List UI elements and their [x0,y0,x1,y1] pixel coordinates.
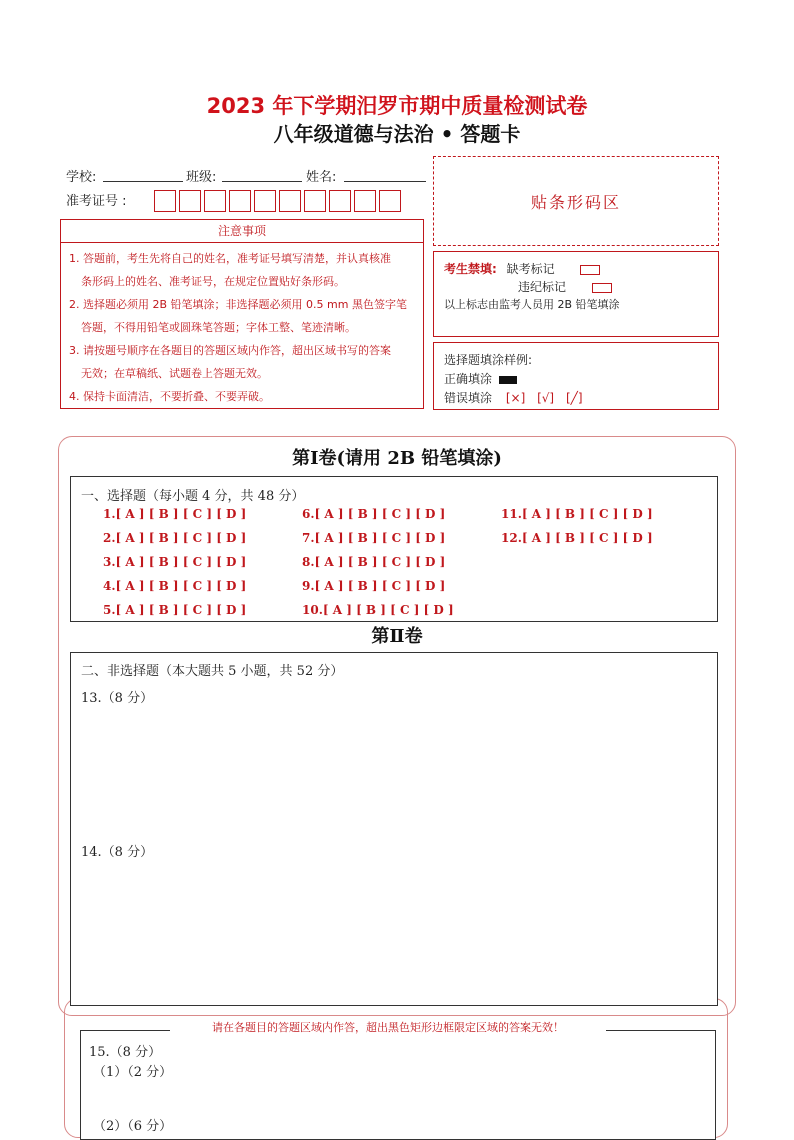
notice-line: 无效；在草稿纸、试题卷上答题无效。 [81,367,268,380]
open-answer-box[interactable] [70,652,718,1006]
question-13-label: 13.（8 分） [81,691,154,706]
choice-question-3[interactable]: 3.[ A ] [ B ] [ C ] [ D ] [103,555,247,569]
exam-id-digit-box[interactable] [179,190,201,212]
name-label: 姓名: [306,170,337,185]
notice-line: 4. 保持卡面清洁，不要折叠、不要弄破。 [69,390,270,403]
filled-mark-sample [499,376,517,384]
choice-question-5[interactable]: 5.[ A ] [ B ] [ C ] [ D ] [103,603,247,617]
class-field[interactable] [222,167,302,182]
school-field[interactable] [103,167,183,182]
violation-mark-box[interactable] [592,283,612,293]
notice-line: 1. 答题前，考生先将自己的姓名，准考证号填写清楚，并认真核准 [69,252,391,265]
exam-subtitle: 八年级道德与法治 • 答题卡 [273,122,521,146]
open-heading: 二、非选择题（本大题共 5 小题，共 52 分） [81,664,344,679]
question-14-label: 14.（8 分） [81,845,154,860]
wrong-mark-x: [×] [505,391,526,405]
notice-line: 条形码上的姓名、准考证号，在规定位置贴好条形码。 [81,275,345,288]
question-15-part-1: （1）（2 分） [93,1065,173,1080]
choice-question-10[interactable]: 10.[ A ] [ B ] [ C ] [ D ] [302,603,454,617]
exam-id-digit-box[interactable] [154,190,176,212]
notice-line: 答题，不得用铅笔或圆珠笔答题；字体工整、笔迹清晰。 [81,321,356,334]
school-label: 学校: [66,170,97,185]
exam-title: 2023 年下学期汨罗市期中质量检测试卷 [206,94,588,118]
choice-question-9[interactable]: 9.[ A ] [ B ] [ C ] [ D ] [302,579,446,593]
choice-column-2 [302,507,454,627]
wrong-mark-slash: [╱] [565,391,583,405]
part2-title: 第Ⅱ卷 [371,626,423,647]
choice-question-4[interactable]: 4.[ A ] [ B ] [ C ] [ D ] [103,579,247,593]
choice-question-8[interactable]: 8.[ A ] [ B ] [ C ] [ D ] [302,555,446,569]
exam-id-digit-box[interactable] [229,190,251,212]
choice-question-7[interactable]: 7.[ A ] [ B ] [ C ] [ D ] [302,531,446,545]
violation-label: 违纪标记 [518,280,567,294]
exam-id-digit-box[interactable] [204,190,226,212]
fill-sample-label: 选择题填涂样例: [444,353,533,367]
barcode-area [433,156,719,246]
choice-question-2[interactable]: 2.[ A ] [ B ] [ C ] [ D ] [103,531,247,545]
choice-question-12[interactable]: 12.[ A ] [ B ] [ C ] [ D ] [501,531,653,545]
choice-question-6[interactable]: 6.[ A ] [ B ] [ C ] [ D ] [302,507,446,521]
wrong-mark-check: [√] [537,391,555,405]
notice-line: 2. 选择题必须用 2B 铅笔填涂；非选择题必须用 0.5 mm 黑色签字笔 [69,298,407,311]
choice-question-11[interactable]: 11.[ A ] [ B ] [ C ] [ D ] [501,507,653,521]
answer-area-warning: 请在各题目的答题区域内作答，超出黑色矩形边框限定区域的答案无效！ [170,1019,606,1035]
choice-heading: 一、选择题（每小题 4 分，共 48 分） [81,489,305,504]
name-field[interactable] [344,167,426,182]
correct-fill-label: 正确填涂 [444,372,493,386]
fill-sample-box [433,342,719,410]
notice-line: 3. 请按题号顺序在各题目的答题区域内作答，超出区域书写的答案 [69,344,391,357]
absent-mark-box[interactable] [580,265,600,275]
exam-id-digit-box[interactable] [254,190,276,212]
exam-id-boxes [154,190,404,216]
class-label: 班级: [186,170,217,185]
exam-id-digit-box[interactable] [354,190,376,212]
choice-question-1[interactable]: 1.[ A ] [ B ] [ C ] [ D ] [103,507,247,521]
question-15-label: 15.（8 分） [89,1045,162,1060]
choice-answer-box [70,476,718,622]
choice-column-3 [501,507,653,555]
notice-box [60,219,424,409]
choice-column-1 [103,507,246,627]
exam-id-label: 准考证号 : [66,194,127,209]
notice-heading: 注意事项 [61,220,423,243]
absent-label: 缺考标记 [506,262,555,276]
exam-id-digit-box[interactable] [304,190,326,212]
question-15-box[interactable] [80,1030,716,1140]
exam-id-digit-box[interactable] [279,190,301,212]
question-15-part-2: （2）（6 分） [93,1119,173,1134]
proctor-note: 以上标志由监考人员用 2B 铅笔填涂 [444,298,620,311]
barcode-label: 贴条形码区 [530,192,621,212]
exam-id-digit-box[interactable] [329,190,351,212]
part1-title: 第Ⅰ卷(请用 2B 铅笔填涂) [292,448,502,469]
proctor-label: 考生禁填: [444,262,497,276]
exam-id-digit-box[interactable] [379,190,401,212]
wrong-fill-label: 错误填涂 [444,391,493,405]
proctor-mark-box [433,251,719,337]
